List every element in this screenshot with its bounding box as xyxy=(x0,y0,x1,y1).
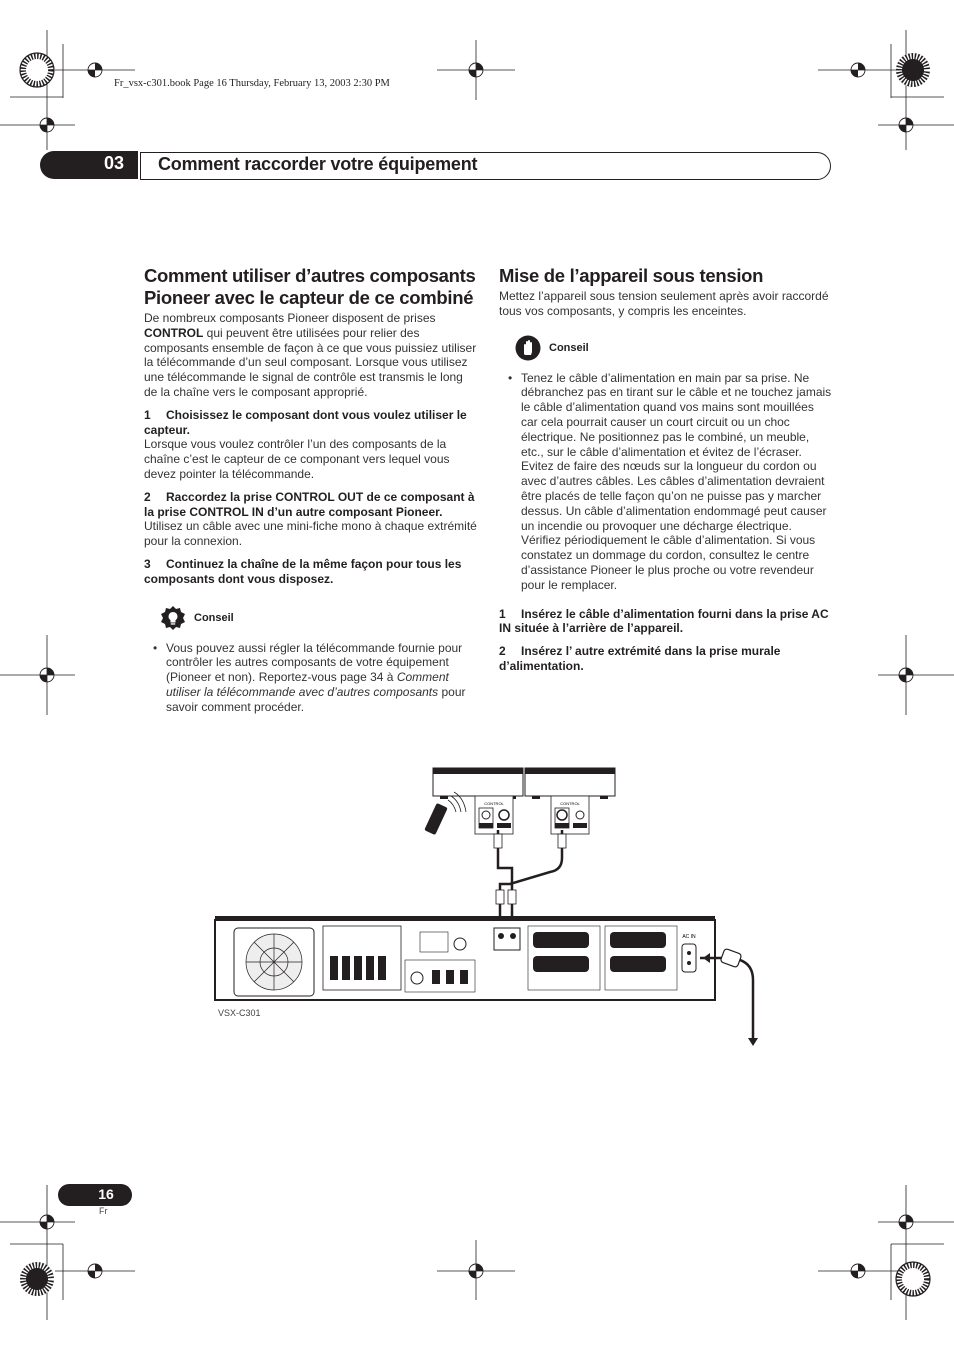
step-2-body: Utilisez un câble avec une mini-fiche mono à chaque extrémité pour la connexion. xyxy=(144,519,477,549)
control-label: CONTROL xyxy=(484,801,504,806)
file-info: Fr_vsx-c301.book Page 16 Thursday, February 13, 2003 2:30 PM xyxy=(114,78,390,89)
step-1-body: Lorsque vous voulez contrôler l’un des composants de la chaîne c’est le capteur de ce componant vers lequel vous devez pointer la télécommande. xyxy=(144,437,450,481)
tip-list xyxy=(144,641,478,715)
step-1-title: 1 Choisissez le composant dont vous voulez utiliser le capteur. xyxy=(144,407,467,437)
pioneer-component-1 xyxy=(433,768,523,834)
chapter-title: Comment raccorder votre équipement xyxy=(158,154,478,174)
tip-header-power xyxy=(515,335,833,361)
vsx-c301-main-unit xyxy=(215,916,715,1000)
tip-label: Conseil xyxy=(549,341,589,354)
page-number: 16 xyxy=(98,1186,114,1202)
step-3-title: 3 Continuez la chaîne de la même façon pour tous les composants dont vous disposez. xyxy=(144,556,462,586)
section-heading-power-on: Mise de l’appareil sous tension xyxy=(499,265,764,286)
model-label: VSX-C301 xyxy=(218,1008,261,1018)
control-label: CONTROL xyxy=(560,801,580,806)
pioneer-component-2 xyxy=(525,768,615,834)
tip-label: Conseil xyxy=(194,611,234,624)
section-heading-pioneer-components: Comment utiliser d’autres composants Pioneer avec le capteur de ce combiné xyxy=(144,265,476,308)
power-step-1-title: 1 Insérez le câble d’alimentation fourni dans la prise AC IN située à l’arrière de l’appareil. xyxy=(499,606,829,636)
left-column xyxy=(144,265,478,715)
right-column xyxy=(499,265,833,674)
power-intro: Mettez l’appareil sous tension seulement après avoir raccordé tous vos composants, y compris les enceintes. xyxy=(499,289,829,318)
ac-in-label: AC IN xyxy=(682,934,696,940)
page-language: Fr xyxy=(99,1206,108,1216)
tip-item: • Vous pouvez aussi régler la télécommande fournie pour contrôler les autres composants de votre équipement (Pioneer et non). Reportez-vous page 34 à Comment utiliser la télécommande avec d’autres composants pour savoir comment procéder. xyxy=(144,641,478,715)
hand-warning-icon xyxy=(515,335,541,361)
power-step-2-title: 2 Insérez l’ autre extrémité dans la prise murale d’alimentation. xyxy=(499,644,781,673)
lightbulb-icon xyxy=(160,605,186,631)
connection-diagram xyxy=(200,760,780,1060)
tip-header xyxy=(160,605,478,631)
tip-item: • Tenez le câble d’alimentation en main par sa prise. Ne débranchez pas en tirant sur le câble et ne touchez jamais le câble d’alimentation quand vos mains sont mouillées car cela pourrait causer un court circuit ou un choc électrique. Ne positionnez pas le combiné, un meuble, etc., sur le câble d’alimentation et évitez de l’écraser. Evitez de faire des nœuds sur la longueur du cordon ou avec d’autres câbles. Les câbles d’alimentation devraient être placés de telle façon qu’on ne puisse pas y marcher dessus. Un câble d’alimentation endommagé peut causer un incendie ou provoquer une décharge électrique. Vérifiez périodiquement le câble d’alimentation. Si vous constatez un dommage du cordon, consultez le centre d’assistance Pioneer le plus proche ou votre revendeur pour le remplacer. xyxy=(499,371,833,593)
intro-paragraph: De nombreux composants Pioneer disposent de prises CONTROL qui peuvent être utilisées pour relier des composants ensemble de façon à ce que vous puissiez utiliser la télécommande d’un seul composant. Lorsque vous utilisez une télécommande le signal de contrôle est transmis le long de la chaîne vers le composant approprié. xyxy=(144,311,477,399)
tip-list-power xyxy=(499,371,833,593)
step-2-title: 2 Raccordez la prise CONTROL OUT de ce composant à la prise CONTROL IN d’un autre composant Pioneer. xyxy=(144,489,475,519)
control-cables xyxy=(498,830,562,920)
chapter-number: 03 xyxy=(103,153,125,173)
